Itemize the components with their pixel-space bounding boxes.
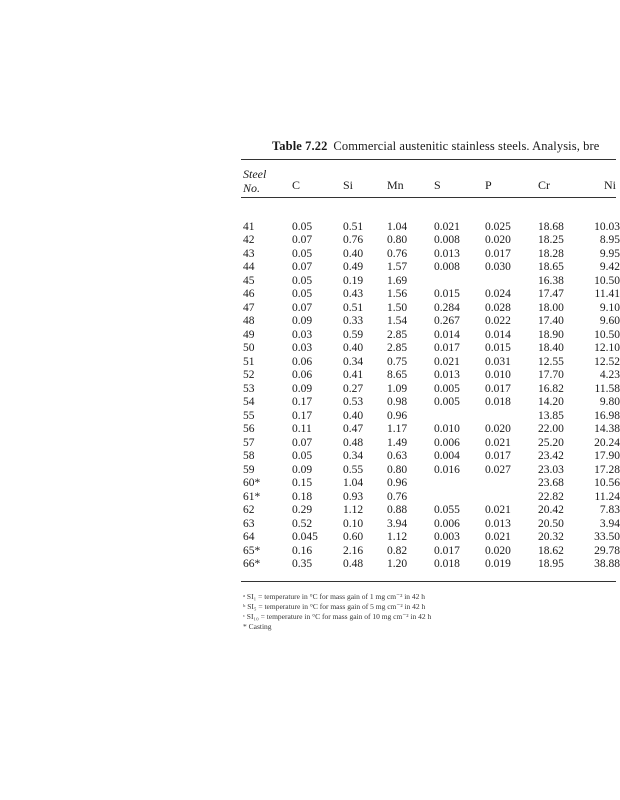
table-row — [0, 221, 620, 234]
cell-no: 63 — [243, 517, 255, 530]
cell-s: 0.004 — [434, 450, 460, 463]
cell-mn: 0.80 — [387, 463, 408, 476]
cell-si: 0.10 — [343, 517, 364, 530]
table-row — [0, 396, 620, 409]
cell-c: 0.07 — [292, 436, 313, 449]
cell-cr: 17.40 — [538, 315, 564, 328]
cell-ni: 11.58 — [594, 382, 620, 395]
cell-s: 0.284 — [434, 301, 460, 314]
cell-c: 0.17 — [292, 409, 313, 422]
cell-p: 0.021 — [485, 531, 511, 544]
cell-ni: 8.95 — [599, 234, 620, 247]
cell-si: 0.51 — [343, 221, 364, 233]
header-ni: Ni — [604, 178, 616, 192]
cell-no: 47 — [243, 301, 255, 314]
cell-mn: 0.88 — [387, 504, 408, 517]
cell-no: 64 — [243, 531, 255, 544]
cell-no: 62 — [243, 504, 255, 517]
table-label: Table 7.22 — [272, 139, 328, 153]
cell-cr: 13.85 — [538, 409, 564, 422]
cell-ni: 33.50 — [594, 531, 620, 544]
table-row — [0, 261, 620, 274]
cell-mn: 0.63 — [387, 450, 408, 463]
cell-mn: 1.04 — [387, 221, 408, 233]
cell-mn: 1.12 — [387, 531, 408, 544]
cell-cr: 16.38 — [538, 274, 564, 287]
cell-si: 0.40 — [343, 342, 364, 355]
cell-s: 0.267 — [434, 315, 460, 328]
cell-cr: 17.70 — [538, 369, 564, 382]
cell-c: 0.06 — [292, 355, 313, 368]
cell-cr: 18.65 — [538, 261, 564, 274]
cell-no: 61* — [243, 490, 261, 503]
cell-no: 56 — [243, 423, 255, 436]
cell-ni: 29.78 — [594, 544, 620, 557]
cell-mn: 1.17 — [387, 423, 408, 436]
cell-c: 0.35 — [292, 558, 313, 570]
cell-p: 0.015 — [485, 342, 511, 355]
cell-ni: 38.88 — [594, 558, 620, 570]
table-row — [0, 409, 620, 423]
cell-ni: 20.24 — [594, 436, 620, 449]
table-row — [0, 463, 620, 477]
cell-p: 0.013 — [485, 517, 511, 530]
cell-no: 52 — [243, 369, 255, 382]
cell-si: 0.55 — [343, 463, 364, 476]
cell-s: 0.055 — [434, 504, 460, 517]
cell-si: 0.34 — [343, 355, 364, 368]
header-s: S — [434, 178, 441, 192]
cell-ni: 17.28 — [594, 463, 620, 476]
cell-no: 42 — [243, 234, 255, 247]
cell-p: 0.031 — [485, 355, 511, 368]
cell-cr: 23.03 — [538, 463, 564, 476]
cell-mn: 0.96 — [387, 409, 408, 422]
cell-no: 41 — [243, 221, 255, 233]
cell-s: 0.013 — [434, 369, 460, 382]
cell-mn: 1.69 — [387, 274, 408, 287]
cell-s: 0.010 — [434, 423, 460, 436]
cell-p: 0.017 — [485, 382, 511, 395]
cell-mn: 2.85 — [387, 328, 408, 341]
cell-mn: 1.56 — [387, 288, 408, 301]
cell-c: 0.07 — [292, 261, 313, 274]
cell-mn: 3.94 — [387, 517, 408, 530]
cell-ni: 10.50 — [594, 274, 620, 287]
cell-s: 0.006 — [434, 436, 460, 449]
cell-no: 66* — [243, 558, 261, 570]
cell-c: 0.05 — [292, 450, 313, 463]
cell-no: 46 — [243, 288, 255, 301]
cell-ni: 9.95 — [599, 247, 620, 260]
cell-si: 0.40 — [343, 247, 364, 260]
cell-si: 0.93 — [343, 490, 364, 503]
header-si: Si — [343, 178, 354, 192]
cell-p: 0.021 — [485, 504, 511, 517]
cell-c: 0.07 — [292, 234, 313, 247]
cell-s: 0.015 — [434, 288, 460, 301]
cell-ni: 11.24 — [594, 490, 620, 503]
cell-si: 0.47 — [343, 423, 364, 436]
cell-ni: 10.50 — [594, 328, 620, 341]
cell-p: 0.019 — [485, 558, 511, 570]
cell-c: 0.05 — [292, 274, 313, 287]
cell-si: 0.76 — [343, 234, 364, 247]
footnote: ᵃ SI₁ = temperature in °C for mass gain of 1 mg cm⁻² in 42 h — [243, 592, 426, 601]
header-c: C — [292, 178, 301, 192]
table-row — [0, 328, 620, 342]
cell-cr: 18.62 — [538, 544, 564, 557]
table-row — [0, 558, 620, 571]
cell-p: 0.017 — [485, 247, 511, 260]
cell-c: 0.16 — [292, 544, 313, 557]
cell-c: 0.09 — [292, 315, 313, 328]
table-row — [0, 247, 620, 261]
cell-cr: 18.28 — [538, 247, 564, 260]
cell-mn: 1.09 — [387, 382, 408, 395]
cell-p: 0.020 — [485, 234, 511, 247]
cell-cr: 20.50 — [538, 517, 564, 530]
table-row — [0, 436, 620, 450]
table-row — [0, 274, 620, 288]
table-row — [0, 423, 620, 436]
cell-mn: 1.50 — [387, 301, 408, 314]
cell-si: 0.41 — [343, 369, 364, 382]
cell-cr: 18.00 — [538, 301, 564, 314]
table-row — [0, 315, 620, 328]
cell-c: 0.18 — [292, 490, 313, 503]
cell-c: 0.05 — [292, 221, 313, 233]
cell-c: 0.52 — [292, 517, 313, 530]
cell-cr: 16.82 — [538, 382, 564, 395]
cell-s: 0.013 — [434, 247, 460, 260]
cell-ni: 9.42 — [599, 261, 620, 274]
cell-c: 0.09 — [292, 463, 313, 476]
cell-ni: 10.56 — [594, 477, 620, 490]
cell-s: 0.008 — [434, 234, 460, 247]
cell-mn: 1.49 — [387, 436, 408, 449]
footnote: * Casting — [243, 622, 272, 631]
cell-s: 0.017 — [434, 544, 460, 557]
cell-cr: 23.42 — [538, 450, 564, 463]
cell-mn: 1.20 — [387, 558, 408, 570]
cell-c: 0.06 — [292, 369, 313, 382]
cell-p: 0.017 — [485, 450, 511, 463]
cell-mn: 0.80 — [387, 234, 408, 247]
cell-ni: 9.10 — [599, 301, 620, 314]
cell-s: 0.021 — [434, 221, 460, 233]
table-row — [0, 355, 620, 369]
cell-ni: 4.23 — [599, 369, 620, 382]
cell-p: 0.030 — [485, 261, 511, 274]
cell-si: 0.59 — [343, 328, 364, 341]
cell-c: 0.045 — [292, 531, 318, 544]
cell-no: 60* — [243, 477, 261, 490]
cell-mn: 0.76 — [387, 247, 408, 260]
cell-no: 57 — [243, 436, 255, 449]
cell-ni: 12.10 — [594, 342, 620, 355]
cell-cr: 23.68 — [538, 477, 564, 490]
cell-no: 44 — [243, 261, 255, 274]
cell-cr: 22.82 — [538, 490, 564, 503]
cell-p: 0.028 — [485, 301, 511, 314]
cell-cr: 25.20 — [538, 436, 564, 449]
table-row — [0, 301, 620, 315]
cell-mn: 1.54 — [387, 315, 408, 328]
cell-no: 59 — [243, 463, 255, 476]
cell-c: 0.07 — [292, 301, 313, 314]
table-row — [0, 342, 620, 355]
cell-si: 0.49 — [343, 261, 364, 274]
cell-no: 50 — [243, 342, 255, 355]
cell-mn: 0.96 — [387, 477, 408, 490]
footnotes — [243, 592, 431, 632]
cell-si: 0.48 — [343, 436, 364, 449]
cell-no: 65* — [243, 544, 261, 557]
cell-p: 0.027 — [485, 463, 511, 476]
bottom-rule — [241, 581, 616, 582]
cell-no: 43 — [243, 247, 255, 260]
cell-c: 0.09 — [292, 382, 313, 395]
cell-no: 48 — [243, 315, 255, 328]
cell-s: 0.003 — [434, 531, 460, 544]
cell-p: 0.025 — [485, 221, 511, 233]
cell-no: 51 — [243, 355, 255, 368]
cell-si: 0.33 — [343, 315, 364, 328]
cell-c: 0.11 — [292, 423, 312, 436]
cell-si: 0.27 — [343, 382, 364, 395]
table-row — [0, 504, 620, 517]
header-p: P — [485, 178, 492, 192]
table-row — [0, 544, 620, 558]
cell-cr: 18.95 — [538, 558, 564, 570]
cell-ni: 17.90 — [594, 450, 620, 463]
cell-s: 0.016 — [434, 463, 460, 476]
cell-s: 0.008 — [434, 261, 460, 274]
cell-si: 0.51 — [343, 301, 364, 314]
cell-p: 0.020 — [485, 544, 511, 557]
cell-ni: 10.03 — [594, 221, 620, 233]
cell-s: 0.006 — [434, 517, 460, 530]
cell-mn: 0.76 — [387, 490, 408, 503]
cell-p: 0.014 — [485, 328, 511, 341]
cell-mn: 8.65 — [387, 369, 408, 382]
cell-no: 45 — [243, 274, 255, 287]
cell-ni: 16.98 — [594, 409, 620, 422]
cell-c: 0.17 — [292, 396, 313, 409]
cell-si: 0.43 — [343, 288, 364, 301]
table-caption — [272, 139, 599, 154]
cell-s: 0.014 — [434, 328, 460, 341]
table-row — [0, 490, 620, 504]
cell-cr: 14.20 — [538, 396, 564, 409]
header-rule — [241, 197, 616, 198]
cell-ni: 9.80 — [599, 396, 620, 409]
footnote: ᶜ SI₁₀ = temperature in °C for mass gain of 10 mg cm⁻² in 42 h — [243, 612, 432, 621]
cell-p: 0.024 — [485, 288, 511, 301]
footnote: ᵇ SI₅ = temperature in °C for mass gain of 5 mg cm⁻² in 42 h — [243, 602, 426, 611]
header-steel-no: Steel No. — [243, 167, 267, 195]
cell-cr: 18.25 — [538, 234, 564, 247]
cell-ni: 7.83 — [599, 504, 620, 517]
cell-si: 0.19 — [343, 274, 364, 287]
table-row — [0, 531, 620, 544]
cell-si: 0.48 — [343, 558, 364, 570]
cell-mn: 0.75 — [387, 355, 408, 368]
cell-p: 0.021 — [485, 436, 511, 449]
cell-c: 0.29 — [292, 504, 313, 517]
table-row — [0, 288, 620, 301]
table-row — [0, 369, 620, 382]
cell-s: 0.017 — [434, 342, 460, 355]
cell-p: 0.018 — [485, 396, 511, 409]
cell-c: 0.03 — [292, 328, 313, 341]
cell-p: 0.022 — [485, 315, 511, 328]
cell-c: 0.03 — [292, 342, 313, 355]
cell-cr: 17.47 — [538, 288, 564, 301]
cell-cr: 18.68 — [538, 221, 564, 233]
cell-si: 1.12 — [343, 504, 364, 517]
cell-p: 0.020 — [485, 423, 511, 436]
table-row — [0, 450, 620, 463]
cell-c: 0.15 — [292, 477, 313, 490]
table-row — [0, 517, 620, 531]
table-row — [0, 234, 620, 247]
cell-p: 0.010 — [485, 369, 511, 382]
cell-mn: 2.85 — [387, 342, 408, 355]
cell-no: 55 — [243, 409, 255, 422]
cell-no: 58 — [243, 450, 255, 463]
cell-cr: 18.90 — [538, 328, 564, 341]
top-rule — [241, 159, 616, 160]
cell-si: 2.16 — [343, 544, 364, 557]
cell-si: 1.04 — [343, 477, 364, 490]
cell-cr: 12.55 — [538, 355, 564, 368]
header-cr: Cr — [538, 178, 550, 192]
cell-si: 0.53 — [343, 396, 364, 409]
cell-cr: 18.40 — [538, 342, 564, 355]
cell-ni: 3.94 — [599, 517, 620, 530]
cell-cr: 22.00 — [538, 423, 564, 436]
cell-no: 54 — [243, 396, 255, 409]
cell-c: 0.05 — [292, 247, 313, 260]
cell-s: 0.018 — [434, 558, 460, 570]
cell-no: 53 — [243, 382, 255, 395]
cell-cr: 20.42 — [538, 504, 564, 517]
table-row — [0, 382, 620, 396]
cell-ni: 11.41 — [594, 288, 620, 301]
cell-si: 0.34 — [343, 450, 364, 463]
cell-ni: 14.38 — [594, 423, 620, 436]
cell-no: 49 — [243, 328, 255, 341]
cell-s: 0.021 — [434, 355, 460, 368]
table-row — [0, 477, 620, 490]
cell-mn: 0.98 — [387, 396, 408, 409]
cell-si: 0.40 — [343, 409, 364, 422]
table-caption-text: Commercial austenitic stainless steels. Analysis, bre — [333, 139, 600, 153]
header-mn: Mn — [387, 178, 404, 192]
cell-ni: 9.60 — [599, 315, 620, 328]
cell-c: 0.05 — [292, 288, 313, 301]
cell-s: 0.005 — [434, 396, 460, 409]
cell-s: 0.005 — [434, 382, 460, 395]
cell-si: 0.60 — [343, 531, 364, 544]
cell-mn: 0.82 — [387, 544, 408, 557]
cell-ni: 12.52 — [594, 355, 620, 368]
cell-cr: 20.32 — [538, 531, 564, 544]
cell-mn: 1.57 — [387, 261, 408, 274]
